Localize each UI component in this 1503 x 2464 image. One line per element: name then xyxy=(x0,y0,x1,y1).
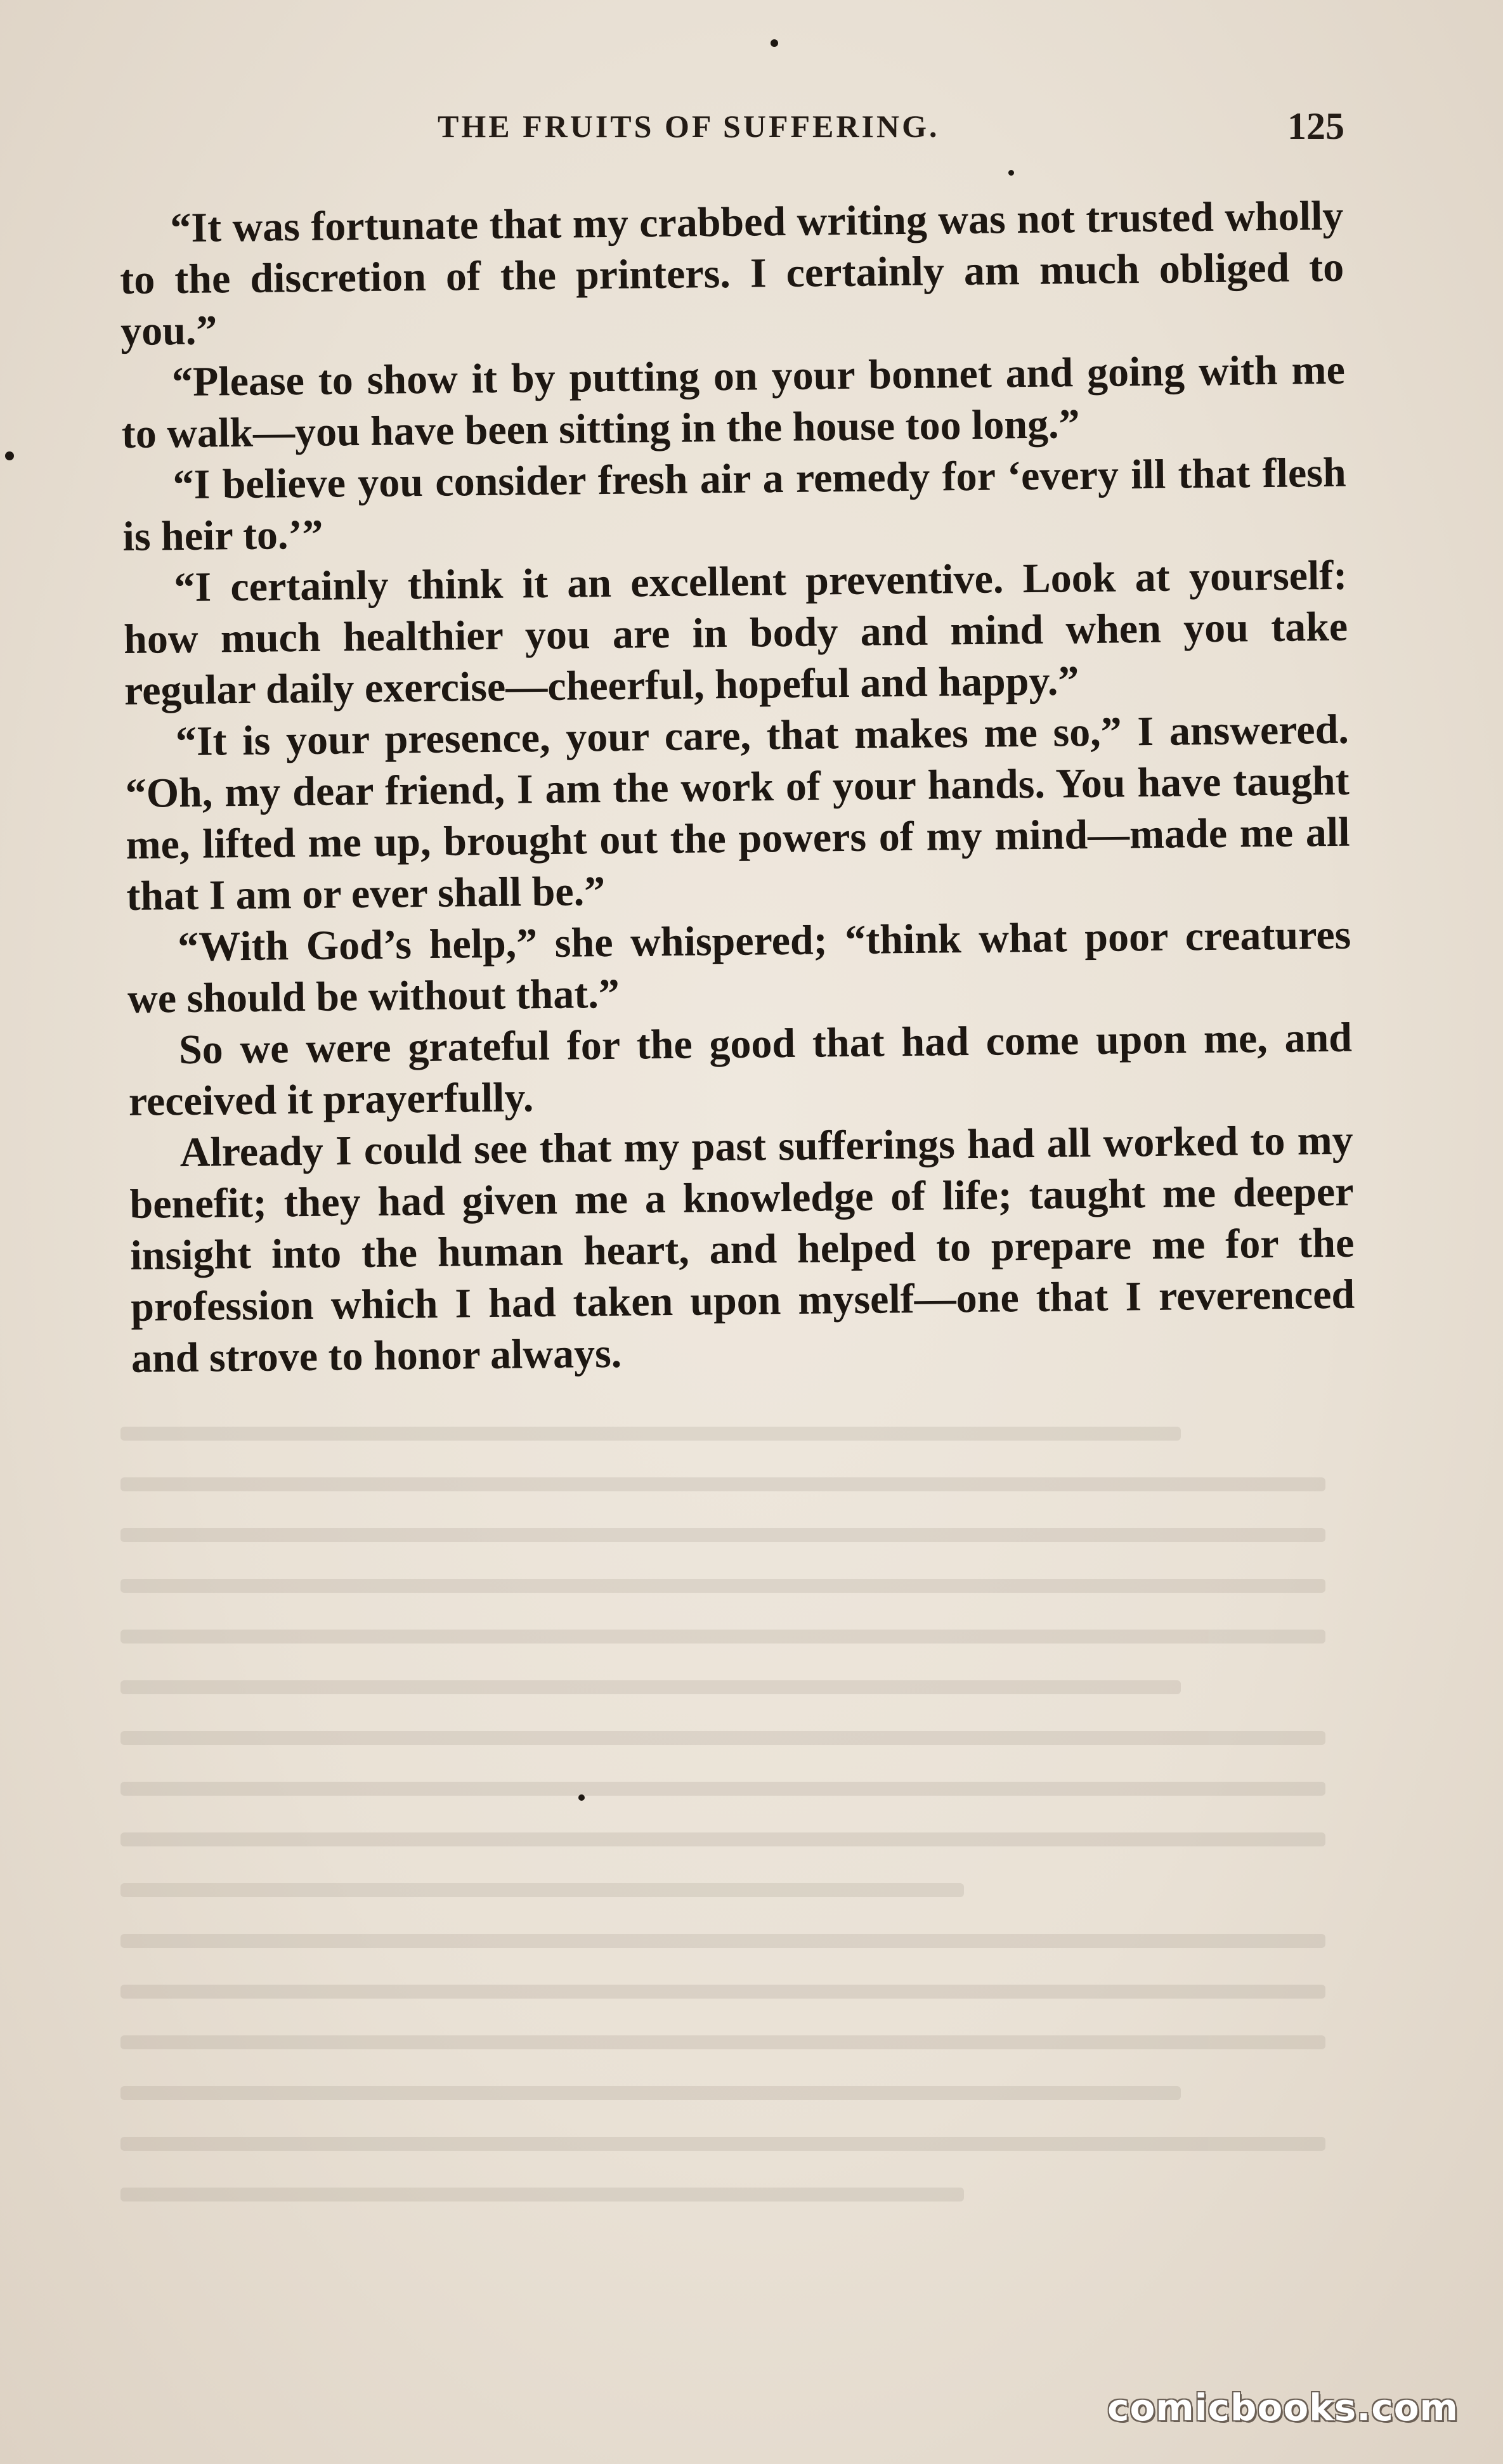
ink-speck xyxy=(771,39,778,47)
body-text xyxy=(119,190,1355,1384)
watermark-logo: comicbooks.com xyxy=(1107,2386,1459,2429)
paragraph-1: “It was fortunate that my crabbed writing was not trusted wholly to the discretion of the printers. I certainly am much obliged to you.” xyxy=(119,192,1344,354)
page-number: 125 xyxy=(1287,105,1344,147)
running-head-title: THE FRUITS OF SUFFERING. xyxy=(438,108,940,144)
paragraph-4: “I certainly think it an excellent preventive. Look at yourself: how much healthier you are in body and mind when you take regular daily exercise—cheerful, hopeful and happy.” xyxy=(123,552,1348,714)
show-through-text xyxy=(120,1427,1325,2283)
paragraph-3: “I believe you consider fresh air a remedy for ‘every ill that flesh is heir to.’” xyxy=(122,449,1346,560)
paragraph-8: Already I could see that my past sufferings had all worked to my benefit; they had given me a knowledge of life; taught me deeper insight into the human heart, and helped to prepare me for the profession which I had taken upon myself—one that I reverenced and strove to honor always. xyxy=(129,1117,1355,1382)
paragraph-7: So we were grateful for the good that had come upon me, and received it prayerfully. xyxy=(128,1014,1353,1125)
paragraph-6: “With God’s help,” she whispered; “think what poor creatures we should be without that.” xyxy=(127,911,1351,1022)
ink-speck xyxy=(5,451,14,460)
ink-speck xyxy=(1008,170,1014,176)
paragraph-2: “Please to show it by putting on your bonnet and going with me to walk—you have been sitting in the house too long.” xyxy=(121,346,1346,457)
paragraph-5: “It is your presence, your care, that makes me so,” I answered. “Oh, my dear friend, I am the work of your hands. You have taught me, lifted me up, brought out the powers of my mind—made me all that I am or ever shall be.” xyxy=(125,706,1350,919)
ink-speck xyxy=(578,1794,585,1801)
